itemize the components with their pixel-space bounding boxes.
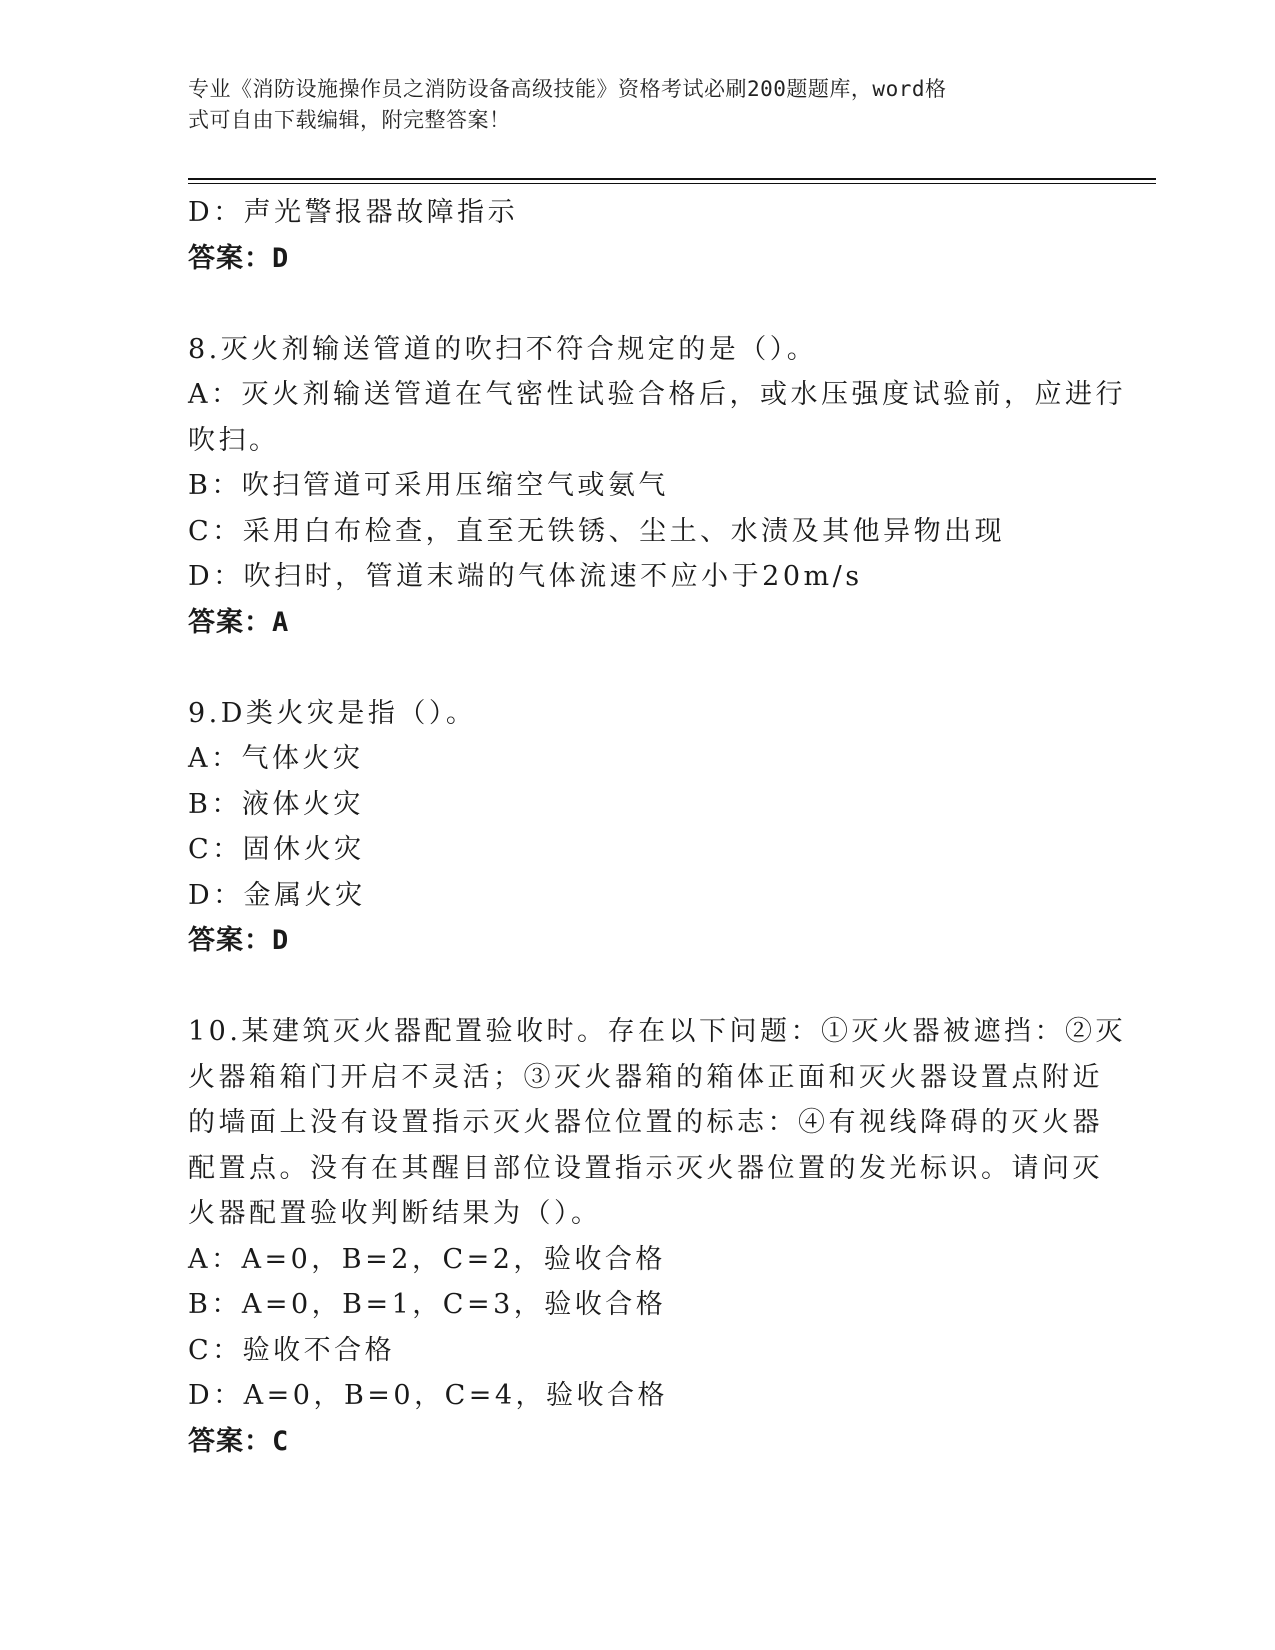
spacer [188,281,1088,327]
option-c: C：采用白布检查，直至无铁锈、尘土、水渍及其他异物出现 [188,515,1006,547]
option-a: A：灭火剂输送管道在气密性试验合格后，或水压强度试验前，应进行 [188,379,1126,410]
option-d: D：吹扫时，管道末端的气体流速不应小于20m/s [188,561,863,592]
option-b: B：液体火灾 [188,788,364,820]
question-9 [188,691,1088,964]
answer-line: 答案：D [188,242,290,274]
option-b: B：A=0，B=1，C=3，验收合格 [188,1289,667,1320]
option-c: C：固休火灾 [188,834,365,865]
spacer [188,964,1088,1010]
question-stem: 8.灭火剂输送管道的吹扫不符合规定的是（）。 [188,333,818,365]
spacer [188,645,1088,691]
header-divider-thick [188,178,1156,180]
option-d: D：A=0，B=0，C=4，验收合格 [188,1380,669,1411]
option-c: C：验收不合格 [188,1334,396,1366]
question-stem-line-2: 火器箱箱门开启不灵活；③灭火器箱的箱体正面和灭火器设置点附近 [188,1061,1103,1093]
question-stem-line-3: 的墙面上没有设置指示灭火器位位置的标志：④有视线降碍的灭火器 [188,1107,1103,1138]
question-stem-line-1: 10.某建筑灭火器配置验收时。存在以下问题：①灭火器被遮挡：②灭 [188,1016,1126,1047]
document-header [188,74,1068,136]
header-line-2: 式可自由下载编辑，附完整答案！ [188,108,511,132]
header-line-1: 专业《消防设施操作员之消防设备高级技能》资格考试必刷200题题库，word格 [188,77,947,101]
question-stem-line-5: 火器配置验收判断结果为（）。 [188,1198,602,1229]
answer-line: 答案：A [188,606,290,638]
option-a-continued: 吹扫。 [188,424,280,456]
previous-question-tail [188,190,1088,281]
question-8 [188,327,1126,646]
question-10 [188,1009,1126,1464]
question-stem-line-4: 配置点。没有在其醒目部位设置指示灭火器位置的发光标识。请问灭 [188,1152,1103,1184]
header-divider-thin [188,183,1156,184]
option-a: A：A=0，B=2，C=2，验收合格 [188,1243,666,1275]
option-a: A：气体火灾 [188,743,364,774]
option-d: D：声光警报器故障指示 [188,197,519,228]
option-b: B：吹扫管道可采用压缩空气或氨气 [188,470,669,501]
question-stem: 9.D类火灾是指（）。 [188,697,477,729]
answer-line: 答案：D [188,925,290,956]
answer-line: 答案：C [188,1425,290,1457]
document-body [188,190,1126,1464]
option-d: D：金属火灾 [188,879,366,911]
